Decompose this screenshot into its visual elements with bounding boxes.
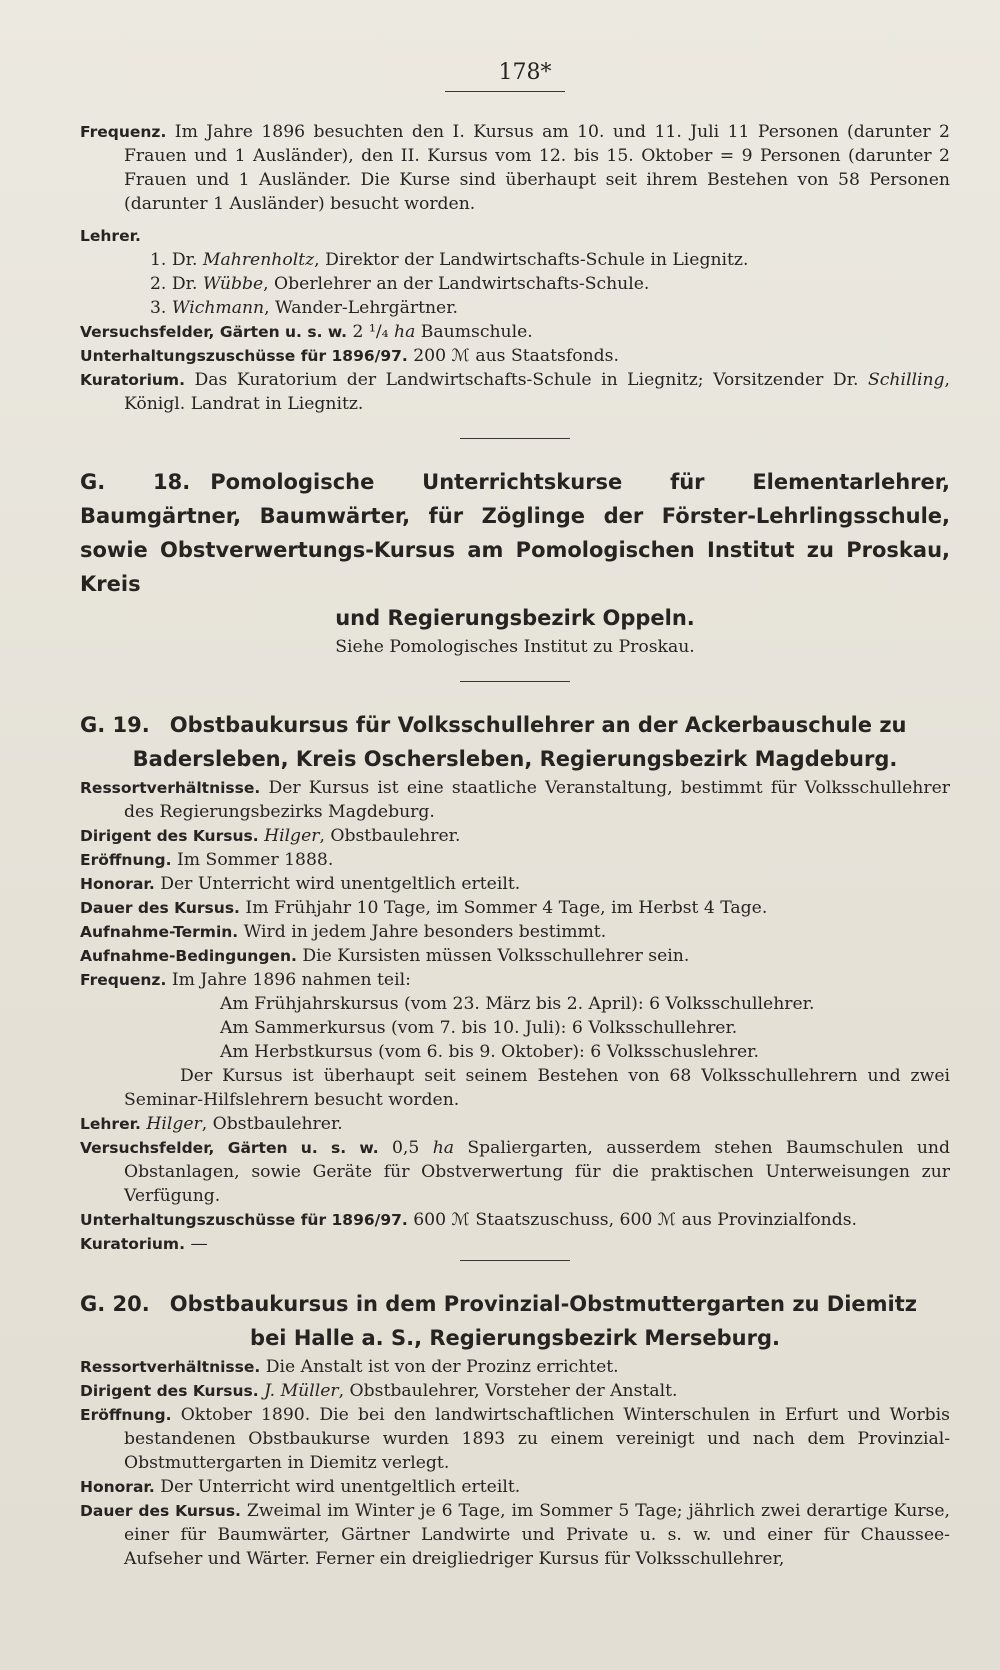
s19-dauer: Dauer des Kursus. Im Frühjahr 10 Tage, im Sommer 4 Tage, im Herbst 4 Tage. [80,898,768,918]
header-rule [445,91,565,92]
s19-number: G. 19. [80,713,150,737]
s19-frequenz: Frequenz. Im Jahre 1896 nahmen teil: [80,970,411,990]
s19-versuch: Versuchsfelder, Gärten u. s. w. 0,5 ha Spaliergarten, ausserdem stehen Baumschulen und Obstanlagen, sowie Geräte für Obstverwertung für die praktischen Unterweisungen zur Verfügung. [80,1138,950,1206]
s17-frequenz [80,120,950,216]
s17-unterhalt: Unterhaltungszuschüsse für 1896/97. 200 ℳ aus Staatsfonds. [80,346,619,366]
s20-number: G. 20. [80,1292,150,1316]
s17-teacher-1: 1. Dr. Mahrenholtz, Direktor der Landwirtschafts-Schule in Liegnitz. [150,250,749,270]
s18-title-end: und Regierungsbezirk Oppeln. [335,606,695,630]
s20-dirigent: Dirigent des Kursus. J. Müller, Obstbaulehrer, Vorsteher der Anstalt. [80,1381,678,1401]
s17-frequenz-label: Frequenz. [80,123,167,141]
s19-kurs-1: Am Frühjahrskursus (vom 23. März bis 2. April): 6 Volksschullehrer. [220,994,815,1014]
s18-title: Pomologische Unterrichtskurse für Elementarlehrer, Baumgärtner, Baumwärter, für Zöglinge der Förster-Lehrlingsschule, sowie Obstverwertungs-Kursus am Pomologischen Institut zu Proskau, Kreis [80,470,950,596]
s19-aufnahme-termin: Aufnahme-Termin. Wird in jedem Jahre besonders bestimmt. [80,922,607,942]
s20-eroeffnung: Eröffnung. Oktober 1890. Die bei den landwirtschaftlichen Winterschulen in Erfurt und Worbis bestandenen Obstbaukurse wurden 1893 zu einem vereinigt und nach dem Provinzial-Obstmuttergarten in Diemitz verlegt. [80,1405,950,1473]
section-separator [460,681,570,682]
s17-teacher-3: 3. Wichmann, Wander-Lehrgärtner. [150,298,459,318]
s20-title-end: bei Halle a. S., Regierungsbezirk Merseburg. [250,1326,780,1350]
s19-heading [80,708,950,776]
s17-teacher-2: 2. Dr. Wübbe, Oberlehrer an der Landwirtschafts-Schule. [150,274,650,294]
s19-title-end: Badersleben, Kreis Oschersleben, Regierungsbezirk Magdeburg. [132,747,898,771]
s20-ressort: Ressortverhältnisse. Die Anstalt ist von der Prozinz errichtet. [80,1357,619,1377]
s19-unterhalt: Unterhaltungszuschüsse für 1896/97. 600 ℳ Staatszuschuss, 600 ℳ aus Provinzialfonds. [80,1210,858,1230]
s20-honorar: Honorar. Der Unterricht wird unentgeltlich erteilt. [80,1477,521,1497]
s19-title: Obstbaukursus für Volksschullehrer an der Ackerbauschule zu [169,713,907,737]
s17-kuratorium: Kuratorium. Das Kuratorium der Landwirtschafts-Schule in Liegnitz; Vorsitzender Dr. Schilling, Königl. Landrat in Liegnitz. [80,370,951,414]
s18-heading [80,465,950,635]
s17-versuch: Versuchsfelder, Gärten u. s. w. 2 ¹/₄ ha Baumschule. [80,322,533,342]
s19-lehrer: Lehrer. Hilger, Obstbaulehrer. [80,1114,343,1134]
s17-frequenz-text: Im Jahre 1896 besuchten den I. Kursus am 10. und 11. Juli 11 Personen (darunter 2 Frauen und 1 Ausländer), den II. Kursus vom 12. bis 15. Oktober = 9 Personen (darunter 2 Frauen und 1 Ausländer. Die Kurse sind überhaupt seit ihrem Bestehen von 58 Personen (darunter 1 Ausländer) besucht worden. [124,122,950,214]
page-number: 178* [498,60,552,85]
section-separator [460,1260,570,1261]
page-content [80,60,950,1571]
s19-dirigent: Dirigent des Kursus. Hilger, Obstbaulehrer. [80,826,461,846]
s19-aufnahme-bedingungen: Aufnahme-Bedingungen. Die Kursisten müssen Volksschullehrer sein. [80,946,690,966]
s20-heading [80,1287,950,1355]
s17-lehrer-label: Lehrer. [80,227,141,245]
s19-frequenz-total: Der Kursus ist überhaupt seit seinem Bestehen von 68 Volksschullehrern und zwei Seminar-Hilfslehrern besucht worden. [124,1066,950,1110]
s19-ressort: Ressortverhältnisse. Der Kursus ist eine staatliche Veranstaltung, bestimmt für Volksschullehrer des Regierungsbezirks Magdeburg. [80,778,950,822]
s19-kuratorium: Kuratorium. — [80,1234,208,1254]
s18-number: G. 18. [80,470,191,494]
s20-dauer: Dauer des Kursus. Zweimal im Winter je 6 Tage, im Sommer 5 Tage; jährlich zwei derartige Kurse, einer für Baumwärter, Gärtner Landwirte und Private u. s. w. und einer für Chaussee-Aufseher und Wärter. Ferner ein dreigliedriger Kursus für Volksschullehrer, [80,1501,951,1569]
s20-title: Obstbaukursus in dem Provinzial-Obstmuttergarten zu Diemitz [169,1292,918,1316]
section-separator [460,438,570,439]
s19-eroeffnung: Eröffnung. Im Sommer 1888. [80,850,334,870]
s19-kurs-2: Am Sammerkursus (vom 7. bis 10. Juli): 6 Volksschullehrer. [220,1018,738,1038]
s18-note: Siehe Pomologisches Institut zu Proskau. [335,637,695,657]
s19-kurs-3: Am Herbstkursus (vom 6. bis 9. Oktober): 6 Volksschuslehrer. [220,1042,759,1062]
s19-honorar: Honorar. Der Unterricht wird unentgeltlich erteilt. [80,874,521,894]
